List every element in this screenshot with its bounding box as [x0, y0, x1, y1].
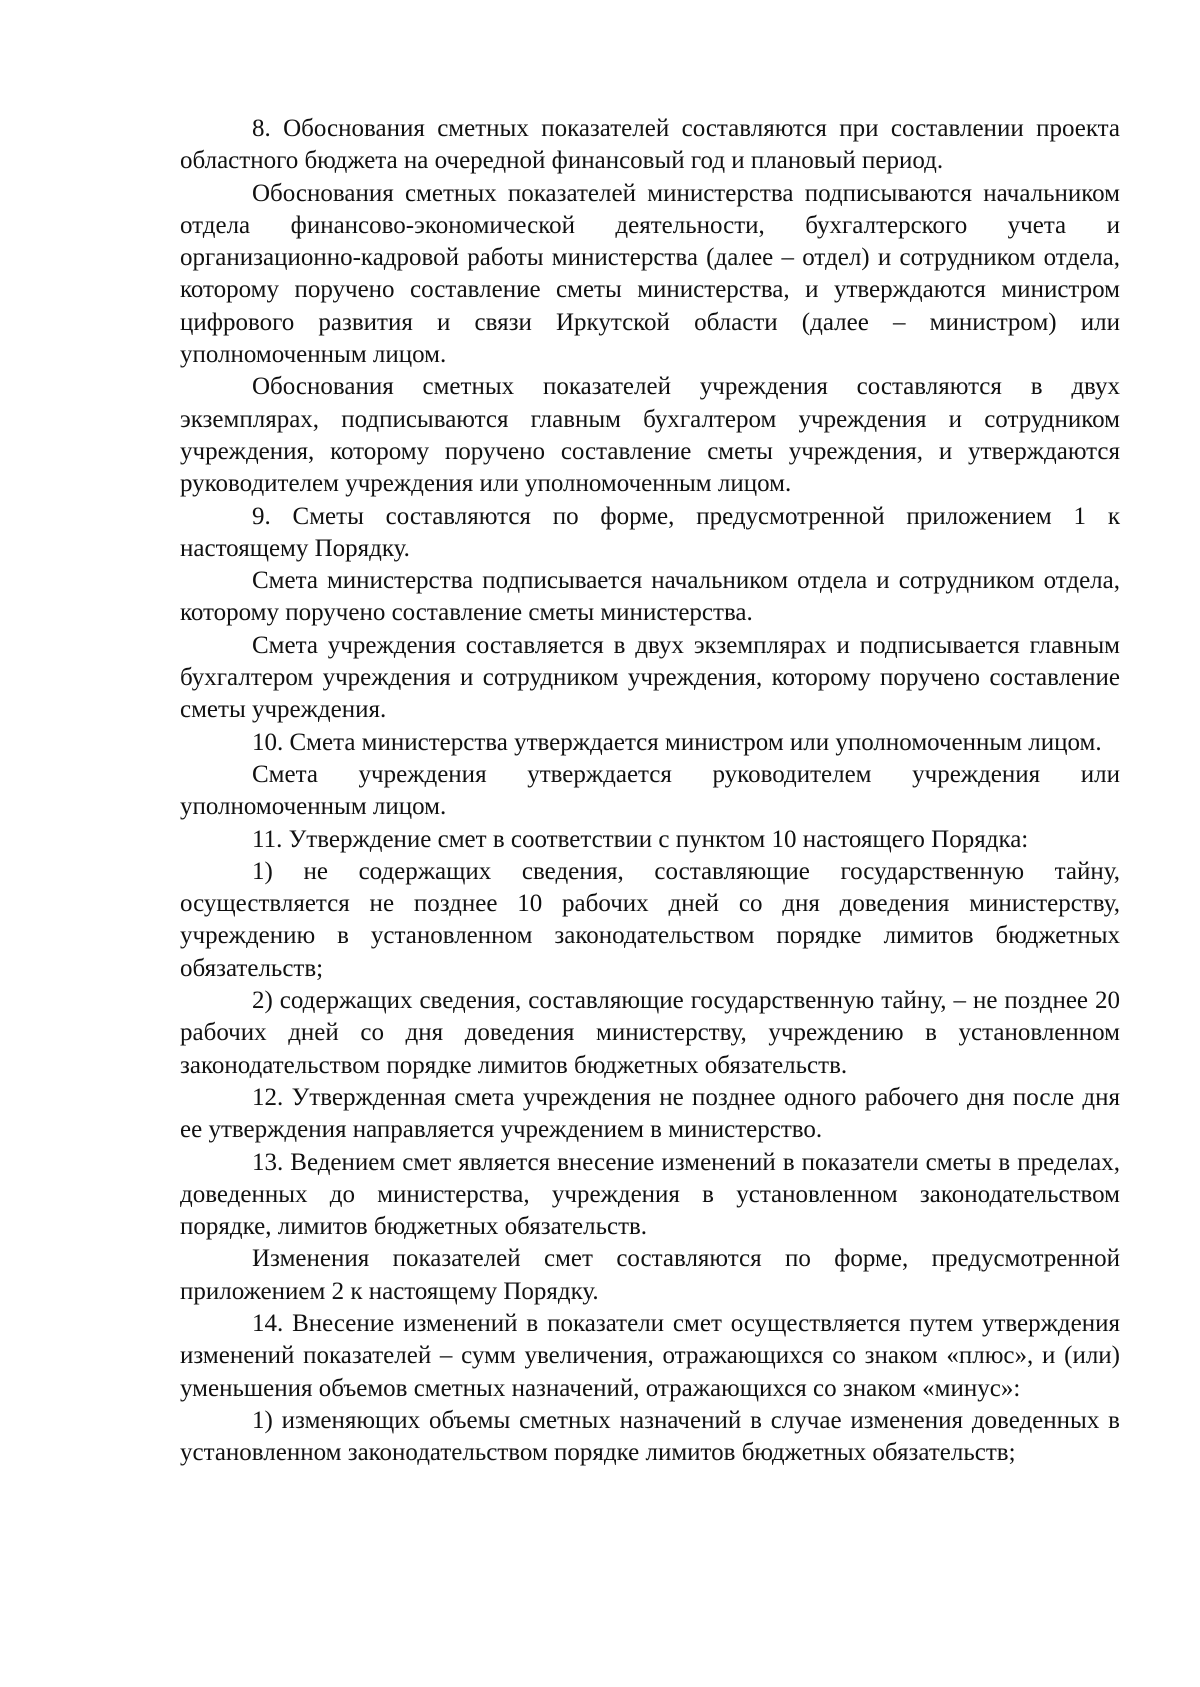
- paragraph-13: 13. Ведением смет является внесение изменений в показатели сметы в пределах, доведенных до министерства, учреждения в установленном законодательством порядке, лимитов бюджетных обязательств.: [180, 1148, 1120, 1241]
- paragraph-ministry-justification: Обоснования сметных показателей министерства подписываются начальником отдела финансово-экономической деятельности, бухгалтерского учета и организационно-кадровой работы министерства (далее – отдел) и сотрудником отдела, которому поручено составление сметы министерства, и утверждаются министром цифрового развития и связи Иркутской области (далее – министром) или уполномоченным лицом.: [180, 179, 1120, 369]
- paragraph-14-item-1: 1) изменяющих объемы сметных назначений в случае изменения доведенных в установленном законодательством порядке лимитов бюджетных обязательств;: [180, 1406, 1120, 1467]
- paragraph-10: 10. Смета министерства утверждается министром или уполномоченным лицом.: [252, 728, 1102, 756]
- paragraph-14: 14. Внесение изменений в показатели смет осуществляется путем утверждения изменений показателей – сумм увеличения, отражающихся со знаком «плюс», и (или) уменьшения объемов сметных назначений, отражающихся со знаком «минус»:: [180, 1309, 1120, 1402]
- paragraph-ministry-estimate-signing: Смета министерства подписывается начальником отдела и сотрудником отдела, которому поручено составление сметы министерства.: [180, 567, 1120, 627]
- paragraph-8: 8. Обоснования сметных показателей составляются при составлении проекта областного бюджета на очередной финансовый год и плановый период.: [180, 115, 1120, 175]
- paragraph-institution-justification: Обоснования сметных показателей учреждения составляются в двух экземплярах, подписываются главным бухгалтером учреждения и сотрудником учреждения, которому поручено составление сметы учреждения, и утверждаются руководителем учреждения или уполномоченным лицом.: [180, 373, 1120, 498]
- paragraph-9: 9. Сметы составляются по форме, предусмотренной приложением 1 к настоящему Порядку.: [180, 502, 1120, 562]
- paragraph-12: 12. Утвержденная смета учреждения не позднее одного рабочего дня после дня ее утверждения направляется учреждением в министерство.: [180, 1083, 1120, 1144]
- paragraph-11-item-2: 2) содержащих сведения, составляющие государственную тайну, – не позднее 20 рабочих дней со дня доведения министерству, учреждению в установленном законодательством порядке лимитов бюджетных обязательств.: [180, 987, 1120, 1079]
- paragraph-institution-estimate-signing: Смета учреждения составляется в двух экземплярах и подписывается главным бухгалтером учреждения и сотрудником учреждения, которому поручено составление сметы учреждения.: [180, 631, 1120, 724]
- paragraph-changes-form: Изменения показателей смет составляются по форме, предусмотренной приложением 2 к настоящему Порядку.: [180, 1245, 1120, 1305]
- paragraph-11-item-1: 1) не содержащих сведения, составляющие государственную тайну, осуществляется не позднее 10 рабочих дней со дня доведения министерству, учреждению в установленном законодательством порядке лимитов бюджетных обязательств;: [180, 857, 1120, 982]
- paragraph-institution-estimate-approval: Смета учреждения утверждается руководителем учреждения или уполномоченным лицом.: [180, 760, 1120, 821]
- paragraph-11: 11. Утверждение смет в соответствии с пунктом 10 настоящего Порядка:: [252, 825, 1029, 853]
- document-body: [180, 113, 1120, 1469]
